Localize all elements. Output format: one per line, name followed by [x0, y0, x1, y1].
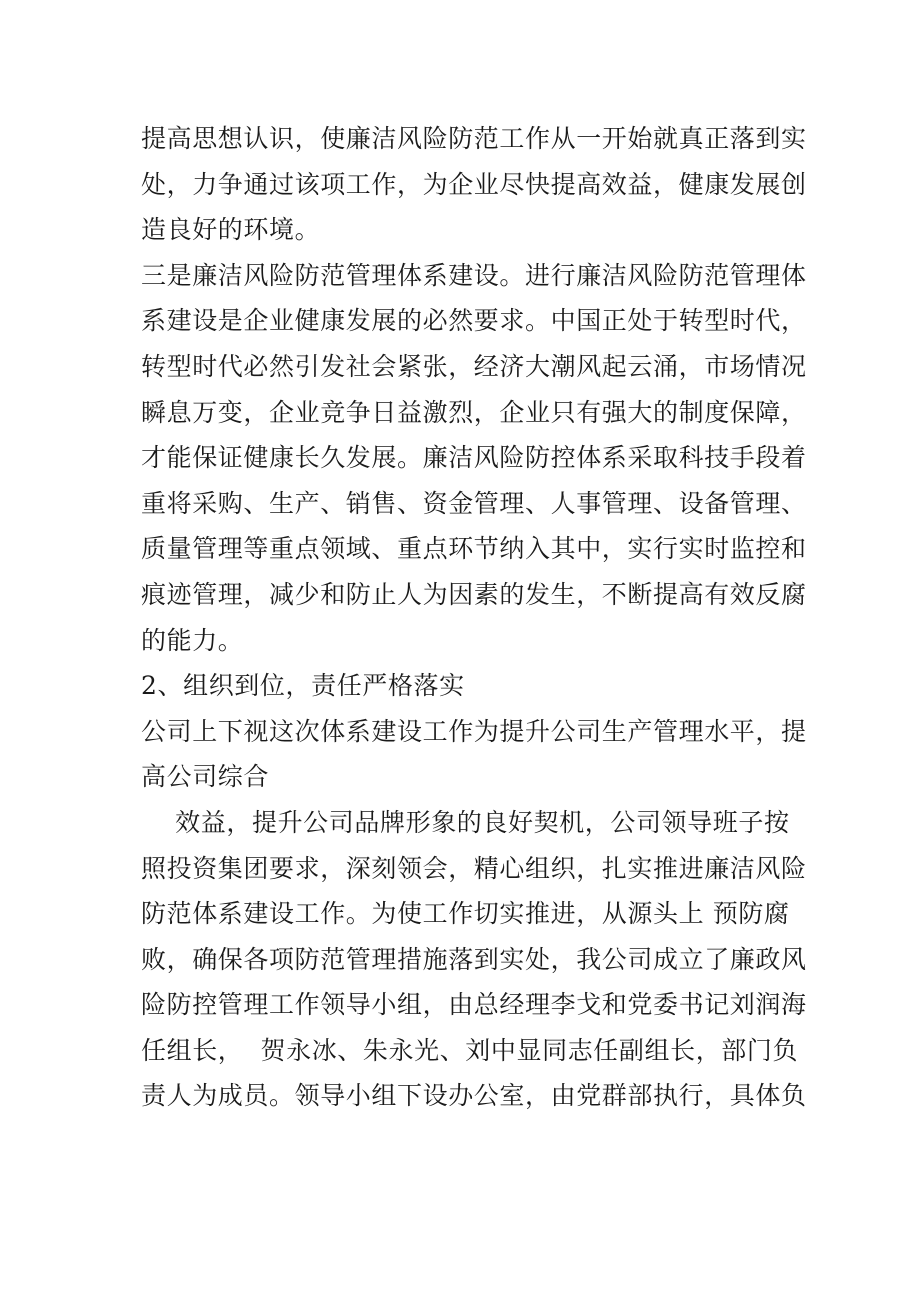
text-line: 的能力。	[141, 625, 244, 655]
text-line: 提高思想认识，使廉洁风险防范工作从一开始就真正落到实	[141, 124, 807, 153]
text-line: 败，确保各项防范管理措施落到实处，我公司成立了廉政风	[141, 944, 807, 974]
text-line: 造良好的环境。	[141, 215, 321, 245]
text-line: 照投资集团要求，深刻领会，精心组织，扎实推进廉洁风险	[141, 853, 807, 883]
text-line: 才能保证健康长久发展。廉洁风险防控体系采取科技手段着	[141, 443, 807, 473]
text-line: 转型时代必然引发社会紧张，经济大潮风起云涌，市场情况	[141, 351, 807, 381]
text-line: 三是廉洁风险防范管理体系建设。进行廉洁风险防范管理体	[141, 260, 807, 290]
text-line: 高公司综合	[141, 762, 270, 792]
text-line: 瞬息万变，企业竞争日益激烈，企业只有强大的制度保障，	[141, 397, 807, 427]
document-body	[141, 116, 807, 1119]
text-line: 痕迹管理，减少和防止人为因素的发生，不断提高有效反腐	[141, 579, 807, 609]
text-line: 处，力争通过该项工作，为企业尽快提高效益，健康发展创	[141, 169, 807, 199]
text-line: 重将采购、生产、销售、资金管理、人事管理、设备管理、	[141, 488, 807, 518]
text-line: 险防控管理工作领导小组，由总经理李戈和党委书记刘润海	[141, 990, 807, 1020]
text-line: 效益，提升公司品牌形象的良好契机，公司领导班子按	[141, 807, 790, 837]
text-line: 系建设是企业健康发展的必然要求。中国正处于转型时代，	[141, 306, 807, 336]
text-line: 质量管理等重点领域、重点环节纳入其中，实行实时监控和	[141, 534, 807, 564]
text-line: 责人为成员。领导小组下设办公室，由党群部执行，具体负	[141, 1081, 807, 1111]
section-heading: 2、组织到位，责任严格落实	[141, 671, 465, 701]
text-line: 任组长， 贺永冰、朱永光、刘中显同志任副组长，部门负	[141, 1035, 799, 1065]
text-line: 防范体系建设工作。为使工作切实推进，从源头上 预防腐	[141, 899, 790, 929]
text-line: 公司上下视这次体系建设工作为提升公司生产管理水平，提	[141, 716, 807, 746]
